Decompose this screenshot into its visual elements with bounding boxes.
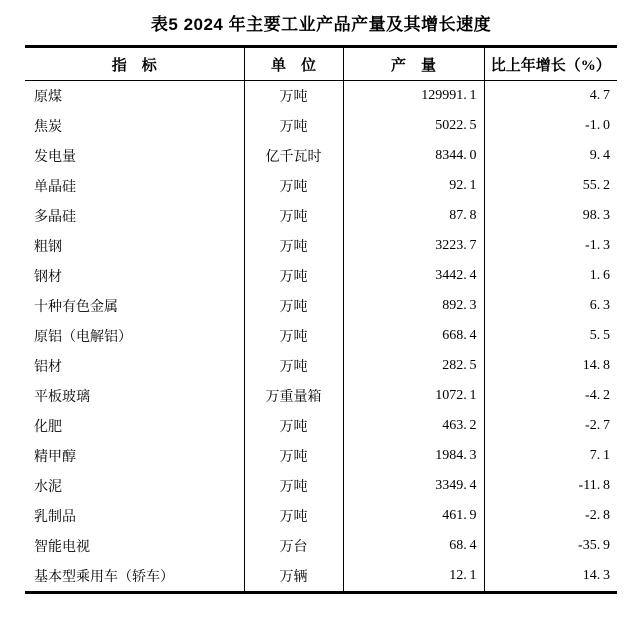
table-row xyxy=(25,351,617,381)
table-row xyxy=(25,441,617,471)
table-row xyxy=(25,561,617,593)
growth-cell: 7. 1 xyxy=(589,448,610,463)
output-cell: 282. 5 xyxy=(343,351,484,381)
indicator-cell: 铝材 xyxy=(25,351,244,381)
col-header-growth: 比上年增长（%） xyxy=(484,47,617,81)
output-cell: 87. 8 xyxy=(343,201,484,231)
header-row xyxy=(25,47,617,81)
table-row xyxy=(25,81,617,112)
indicator-cell: 化肥 xyxy=(25,411,244,441)
output-cell: 68. 4 xyxy=(343,531,484,561)
indicator-cell: 钢材 xyxy=(25,261,244,291)
growth-cell: 14. 8 xyxy=(582,358,610,373)
output-cell: 1984. 3 xyxy=(343,441,484,471)
table-row xyxy=(25,471,617,501)
growth-cell: -1. 0 xyxy=(585,118,610,133)
table-row xyxy=(25,411,617,441)
growth-cell: 14. 3 xyxy=(582,568,610,583)
unit-cell: 万吨 xyxy=(244,111,343,141)
unit-cell: 万吨 xyxy=(244,201,343,231)
col-header-output: 产 量 xyxy=(343,47,484,81)
growth-cell: -4. 2 xyxy=(585,388,610,403)
indicator-cell: 基本型乘用车（轿车） xyxy=(25,561,244,593)
indicator-cell: 焦炭 xyxy=(25,111,244,141)
unit-cell: 万吨 xyxy=(244,81,343,112)
unit-cell: 万重量箱 xyxy=(244,381,343,411)
table-row xyxy=(25,321,617,351)
output-cell: 463. 2 xyxy=(343,411,484,441)
table-row xyxy=(25,231,617,261)
indicator-cell: 原煤 xyxy=(25,81,244,112)
table-body xyxy=(25,81,617,593)
table-row xyxy=(25,261,617,291)
unit-cell: 万吨 xyxy=(244,171,343,201)
output-cell: 461. 9 xyxy=(343,501,484,531)
output-cell: 5022. 5 xyxy=(343,111,484,141)
indicator-cell: 发电量 xyxy=(25,141,244,171)
growth-cell: 6. 3 xyxy=(589,298,610,313)
indicator-cell: 原铝（电解铝） xyxy=(25,321,244,351)
growth-cell: 98. 3 xyxy=(582,208,610,223)
growth-cell: 1. 6 xyxy=(589,268,610,283)
unit-cell: 万吨 xyxy=(244,441,343,471)
growth-cell: 4. 7 xyxy=(589,88,610,103)
output-cell: 3223. 7 xyxy=(343,231,484,261)
industrial-output-table xyxy=(25,45,617,594)
growth-cell: -35. 9 xyxy=(578,538,610,553)
output-cell: 3349. 4 xyxy=(343,471,484,501)
output-cell: 892. 3 xyxy=(343,291,484,321)
growth-cell: -11. 8 xyxy=(578,478,610,493)
growth-cell: 9. 4 xyxy=(589,148,610,163)
col-header-indicator: 指 标 xyxy=(25,47,244,81)
growth-cell: -2. 8 xyxy=(585,508,610,523)
growth-cell: 5. 5 xyxy=(589,328,610,343)
output-cell: 92. 1 xyxy=(343,171,484,201)
growth-cell: -1. 3 xyxy=(585,238,610,253)
unit-cell: 亿千瓦时 xyxy=(244,141,343,171)
unit-cell: 万吨 xyxy=(244,261,343,291)
growth-cell: 55. 2 xyxy=(582,178,610,193)
output-cell: 1072. 1 xyxy=(343,381,484,411)
indicator-cell: 多晶硅 xyxy=(25,201,244,231)
output-cell: 129991. 1 xyxy=(343,81,484,112)
output-cell: 8344. 0 xyxy=(343,141,484,171)
table-row xyxy=(25,141,617,171)
table-header xyxy=(25,47,617,81)
indicator-cell: 精甲醇 xyxy=(25,441,244,471)
indicator-cell: 十种有色金属 xyxy=(25,291,244,321)
indicator-cell: 平板玻璃 xyxy=(25,381,244,411)
table-row xyxy=(25,171,617,201)
growth-cell: -2. 7 xyxy=(585,418,610,433)
unit-cell: 万吨 xyxy=(244,321,343,351)
table-row xyxy=(25,531,617,561)
unit-cell: 万辆 xyxy=(244,561,343,593)
table-row xyxy=(25,381,617,411)
output-cell: 668. 4 xyxy=(343,321,484,351)
table-row xyxy=(25,201,617,231)
output-cell: 12. 1 xyxy=(343,561,484,593)
unit-cell: 万吨 xyxy=(244,411,343,441)
col-header-unit: 单 位 xyxy=(244,47,343,81)
unit-cell: 万吨 xyxy=(244,351,343,381)
unit-cell: 万吨 xyxy=(244,291,343,321)
indicator-cell: 粗钢 xyxy=(25,231,244,261)
table-row xyxy=(25,501,617,531)
indicator-cell: 乳制品 xyxy=(25,501,244,531)
unit-cell: 万台 xyxy=(244,531,343,561)
unit-cell: 万吨 xyxy=(244,231,343,261)
indicator-cell: 智能电视 xyxy=(25,531,244,561)
table-row xyxy=(25,111,617,141)
output-cell: 3442. 4 xyxy=(343,261,484,291)
unit-cell: 万吨 xyxy=(244,501,343,531)
unit-cell: 万吨 xyxy=(244,471,343,501)
indicator-cell: 水泥 xyxy=(25,471,244,501)
table-row xyxy=(25,291,617,321)
indicator-cell: 单晶硅 xyxy=(25,171,244,201)
table-title: 表5 2024 年主要工业产品产量及其增长速度 xyxy=(150,15,492,34)
